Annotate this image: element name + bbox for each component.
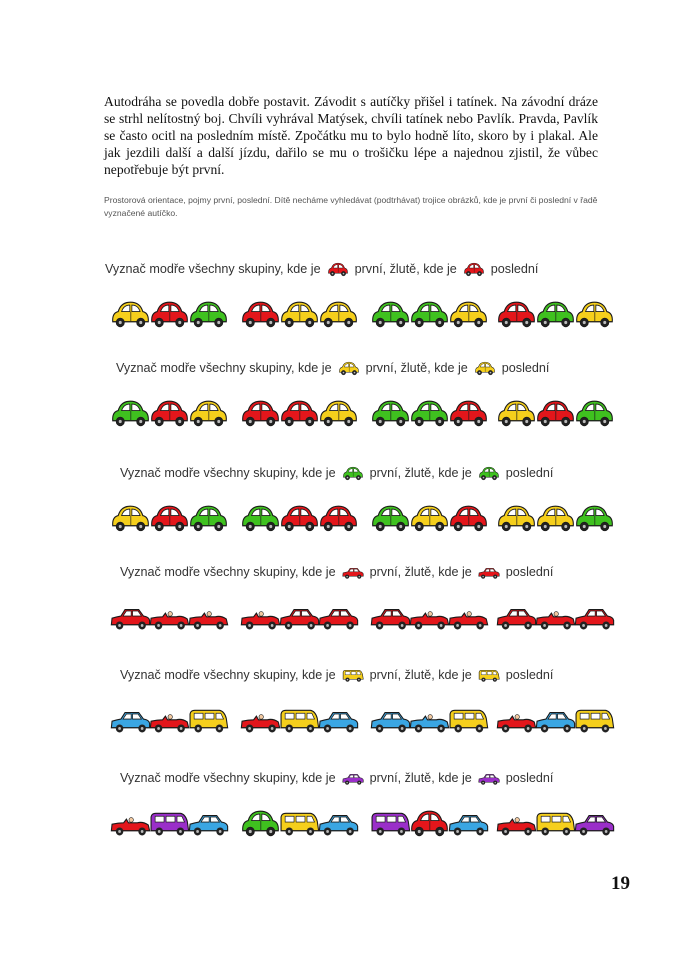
car-icon [151, 813, 189, 835]
car-icon [577, 506, 613, 531]
car-icon [372, 813, 410, 835]
exercise-1 [0, 258, 700, 348]
car-groups [0, 767, 700, 857]
car-group[interactable] [371, 610, 487, 630]
car-group[interactable] [243, 401, 357, 426]
car-icon [371, 610, 409, 630]
car-icon [499, 302, 535, 327]
car-icon [577, 302, 613, 327]
car-icon [373, 302, 409, 327]
instruction-text-start: Vyznač modře všechny skupiny, kde je [120, 668, 336, 682]
car-icon [497, 610, 535, 630]
car-icon [319, 713, 357, 733]
car-group[interactable] [243, 811, 358, 836]
car-icon [191, 506, 227, 531]
instruction-text-last: poslední [505, 466, 554, 480]
car-icon [152, 401, 188, 426]
car-icon [152, 506, 188, 531]
car-icon [111, 818, 149, 836]
teacher-note: Prostorová orientace, pojmy první, poslední. Dítě necháme vyhledávat (podtrhávat) trojice obrázků, kde je první či poslední v řadě vyznačené autíčko. [104, 195, 598, 218]
car-icon [111, 610, 149, 630]
car-group[interactable] [371, 710, 487, 732]
car-icon [113, 506, 149, 531]
car-group[interactable] [497, 610, 613, 630]
car-icon [538, 302, 574, 327]
car-icon [319, 816, 357, 836]
car-icon [280, 610, 318, 630]
car-group[interactable] [499, 506, 613, 531]
car-icon [282, 302, 318, 327]
exercise-6 [0, 767, 700, 857]
car-group[interactable] [372, 811, 488, 836]
car-group[interactable] [373, 302, 487, 327]
car-icon [575, 610, 613, 630]
instruction-text-start: Vyznač modře všechny skupiny, kde je [105, 262, 321, 276]
instruction-text-last: poslední [505, 565, 554, 579]
car-group[interactable] [111, 813, 227, 835]
car-icon [281, 813, 319, 835]
car-icon [451, 302, 487, 327]
car-icon [191, 302, 227, 327]
car-icon [449, 816, 487, 836]
car-group[interactable] [243, 302, 357, 327]
car-icon [282, 506, 318, 531]
car-icon [412, 811, 448, 836]
car-group[interactable] [111, 610, 227, 630]
car-icon [243, 506, 279, 531]
car-icon [321, 302, 357, 327]
car-icon [282, 401, 318, 426]
car-icon [538, 506, 574, 531]
page-number: 19 [611, 873, 630, 894]
car-icon [319, 610, 357, 630]
instruction-text-first: první, žlutě, kde je [369, 668, 472, 682]
car-icon [497, 818, 535, 836]
car-icon [113, 401, 149, 426]
car-icon [412, 506, 448, 531]
instruction-text-first: první, žlutě, kde je [369, 466, 472, 480]
car-icon [281, 710, 319, 732]
car-group[interactable] [373, 506, 487, 531]
car-icon [412, 401, 448, 426]
instruction-text-start: Vyznač modře všechny skupiny, kde je [120, 466, 336, 480]
car-group[interactable] [373, 401, 487, 426]
instruction-text-start: Vyznač modře všechny skupiny, kde je [116, 361, 332, 375]
car-icon [150, 715, 188, 733]
instruction-text-first: první, žlutě, kde je [369, 565, 472, 579]
car-icon [497, 715, 535, 733]
car-icon [412, 302, 448, 327]
car-icon [152, 302, 188, 327]
instruction-text-last: poslední [501, 361, 550, 375]
car-icon [321, 401, 357, 426]
car-icon [536, 713, 574, 733]
car-group[interactable] [497, 813, 613, 835]
car-group[interactable] [499, 302, 613, 327]
instruction-text-first: první, žlutě, kde je [365, 361, 468, 375]
car-group[interactable] [241, 610, 357, 630]
car-icon [577, 401, 613, 426]
car-group[interactable] [113, 302, 227, 327]
instruction-text-last: poslední [505, 771, 554, 785]
car-icon [371, 713, 409, 733]
car-group[interactable] [497, 710, 613, 732]
exercise-5 [0, 664, 700, 754]
instruction-text-last: poslední [505, 668, 554, 682]
exercise-2 [0, 357, 700, 447]
car-icon [499, 401, 535, 426]
car-icon [243, 811, 279, 836]
car-icon [373, 401, 409, 426]
car-icon [575, 816, 613, 836]
exercise-4 [0, 561, 700, 651]
car-group[interactable] [113, 506, 227, 531]
instruction-text-start: Vyznač modře všechny skupiny, kde je [120, 565, 336, 579]
car-icon [243, 302, 279, 327]
car-icon [373, 506, 409, 531]
exercise-3 [0, 462, 700, 552]
car-icon [190, 710, 228, 732]
car-groups [0, 357, 700, 447]
car-icon [191, 401, 227, 426]
car-group[interactable] [243, 506, 357, 531]
instruction-text-start: Vyznač modře všechny skupiny, kde je [120, 771, 336, 785]
instruction-text-first: první, žlutě, kde je [354, 262, 457, 276]
car-groups [0, 258, 700, 348]
car-icon [321, 506, 357, 531]
car-icon [243, 401, 279, 426]
instruction-text-first: první, žlutě, kde je [369, 771, 472, 785]
car-group[interactable] [241, 710, 357, 732]
car-groups [0, 561, 700, 651]
car-icon [241, 612, 279, 630]
car-icon [536, 612, 574, 630]
car-icon [576, 710, 614, 732]
car-group[interactable] [111, 710, 227, 732]
car-icon [410, 612, 448, 630]
car-icon [451, 506, 487, 531]
car-icon [499, 506, 535, 531]
car-icon [150, 612, 188, 630]
car-icon [113, 302, 149, 327]
car-group[interactable] [499, 401, 613, 426]
car-icon [410, 715, 448, 733]
car-icon [111, 713, 149, 733]
car-icon [451, 401, 487, 426]
story-paragraph: Autodráha se povedla dobře postavit. Závodit s autíčky přišel i tatínek. Na závodní dráze se strhl nelítostný boj. Chvíli vyhrával Matýsek, chvíli tatínek nebo Pavlík. Pravda, Pavlík se často ocitl na posledním místě. Zpočátku mu to bylo hodně líto, skoro by i plakal. Ale jak jezdili další a další jízdu, dařilo se mu o trošičku lépe a najednou zjistil, že vůbec nepotřebuje být první. [104, 94, 598, 177]
car-icon [189, 612, 227, 630]
car-group[interactable] [113, 401, 227, 426]
car-icon [189, 816, 227, 836]
car-groups [0, 462, 700, 552]
car-icon [450, 710, 488, 732]
car-icon [537, 813, 575, 835]
car-icon [241, 715, 279, 733]
car-groups [0, 664, 700, 754]
instruction-text-last: poslední [490, 262, 539, 276]
car-icon [449, 612, 487, 630]
car-icon [538, 401, 574, 426]
